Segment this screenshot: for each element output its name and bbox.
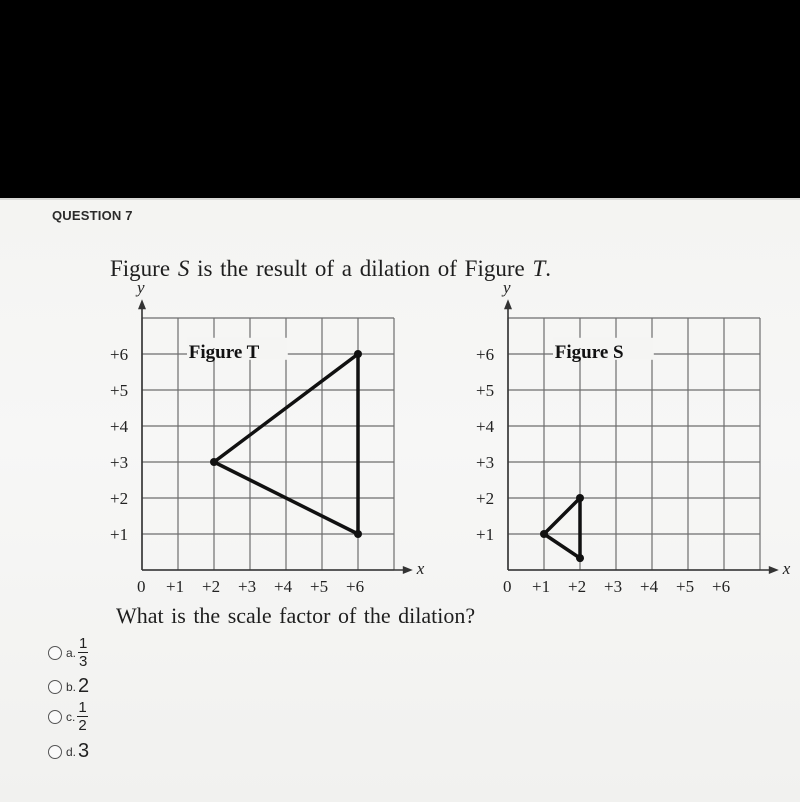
- question-number: QUESTION 7: [52, 208, 133, 223]
- choice-b-value: 2: [78, 675, 90, 697]
- graph-t-x-tick: +3: [238, 577, 257, 596]
- graph-t-title: Figure T: [188, 342, 260, 363]
- graph-s-x-tick: +3: [604, 577, 623, 596]
- prompt-figure-t: T: [532, 256, 546, 281]
- graph-s-x-tick: +4: [640, 577, 659, 596]
- graph-s-origin-label: 0: [503, 577, 512, 596]
- graph-t-x-label: x: [416, 559, 425, 578]
- choice-a[interactable]: [48, 636, 88, 669]
- graph-s-y-tick: +3: [476, 453, 495, 472]
- graph-s-y-tick: +4: [476, 417, 495, 436]
- choice-c-denominator: 2: [78, 717, 87, 734]
- graph-s-x-tick: +5: [676, 577, 695, 596]
- choice-c-numerator: 1: [78, 699, 87, 716]
- graph-s-x-arrow: [769, 566, 779, 574]
- choice-a-fraction: [78, 636, 88, 669]
- figure-s-triangle: [544, 498, 580, 558]
- graph-s-y-tick: +1: [476, 525, 495, 544]
- graph-s-y-tick: +2: [476, 489, 495, 508]
- choice-d[interactable]: [48, 740, 89, 763]
- prompt-text-3: .: [545, 256, 551, 281]
- graph-s-title: Figure S: [554, 342, 624, 363]
- graph-t-y-tick: +3: [110, 453, 129, 472]
- figure-t-vertex: [354, 530, 362, 538]
- choice-b-letter: b.: [66, 679, 77, 694]
- figure-t-vertex: [354, 350, 362, 358]
- graph-t-y-tick: +5: [110, 381, 129, 400]
- prompt-text-1: Figure: [110, 256, 178, 281]
- graph-t-x-tick: +2: [202, 577, 221, 596]
- choice-c-letter: c.: [66, 709, 76, 724]
- choice-a-denominator: 3: [79, 653, 88, 670]
- graph-figure-t: [110, 278, 425, 596]
- graph-t-y-tick: +1: [110, 525, 129, 544]
- graph-t-x-tick: +4: [274, 577, 293, 596]
- choice-d-radio[interactable]: [48, 745, 62, 759]
- graph-s-y-arrow: [504, 299, 512, 309]
- choice-d-value: 3: [78, 740, 90, 762]
- figure-t-vertex: [210, 458, 218, 466]
- choice-a-radio[interactable]: [48, 646, 62, 660]
- scale-factor-question: What is the scale factor of the dilation?: [116, 603, 476, 628]
- graph-t-x-tick: +1: [166, 577, 185, 596]
- choice-a-letter: a.: [66, 645, 77, 660]
- choice-c[interactable]: [48, 700, 88, 733]
- choice-d-letter: d.: [66, 744, 77, 759]
- graph-t-y-tick: +2: [110, 489, 129, 508]
- figure-s-vertex: [576, 494, 584, 502]
- choice-a-numerator: 1: [79, 635, 88, 652]
- figure-s-vertex: [576, 554, 584, 562]
- choice-c-radio[interactable]: [48, 710, 62, 724]
- graph-t-y-arrow: [138, 299, 146, 309]
- graph-t-origin-label: 0: [137, 577, 146, 596]
- choice-b[interactable]: [48, 675, 89, 698]
- graph-s-x-tick: +1: [532, 577, 551, 596]
- graph-t-y-tick: +4: [110, 417, 129, 436]
- graph-t-x-arrow: [403, 566, 413, 574]
- graph-s-y-tick: +6: [476, 345, 495, 364]
- choice-c-fraction: [77, 700, 87, 733]
- prompt-text-2: is the result of a dilation of Figure: [189, 256, 533, 281]
- graph-t-y-tick: +6: [110, 345, 129, 364]
- prompt-figure-s: S: [177, 256, 190, 281]
- graph-s-y-tick: +5: [476, 381, 495, 400]
- graph-s-x-tick: +2: [568, 577, 587, 596]
- graph-t-x-tick: +5: [310, 577, 329, 596]
- graph-figure-s: [476, 278, 791, 596]
- graph-t-y-label: y: [137, 278, 145, 298]
- choice-b-radio[interactable]: [48, 680, 62, 694]
- graph-s-x-tick: +6: [712, 577, 731, 596]
- graph-s-x-label: x: [782, 559, 791, 578]
- figure-s-vertex: [540, 530, 548, 538]
- graph-t-x-tick: +6: [346, 577, 365, 596]
- graph-s-y-label: y: [503, 278, 511, 298]
